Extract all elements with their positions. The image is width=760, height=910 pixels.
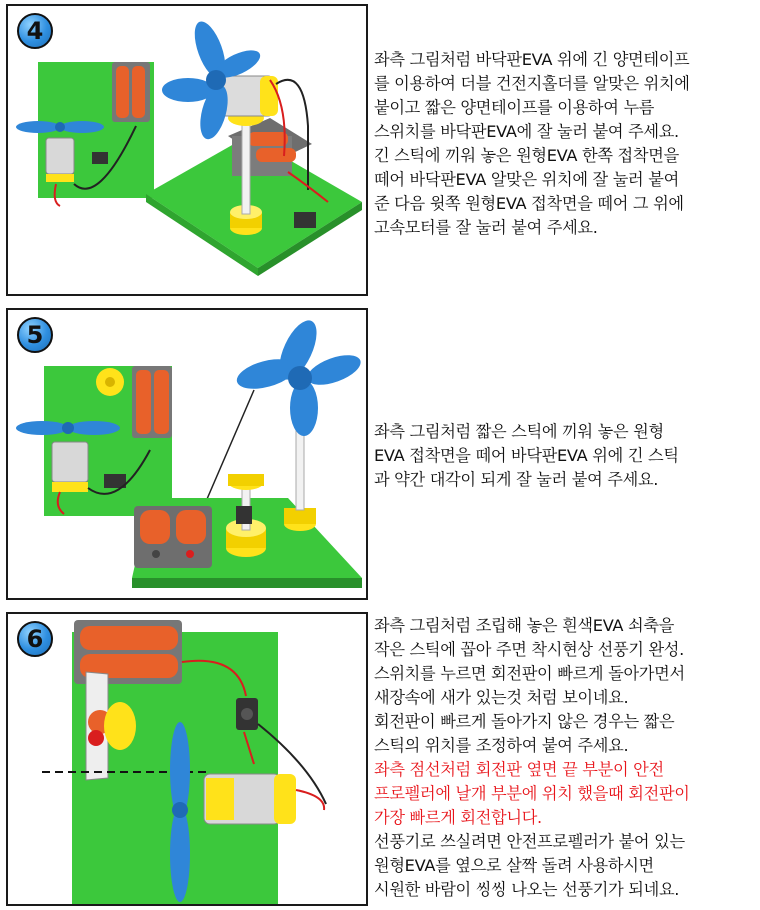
long-stick (242, 122, 250, 214)
instruction-line: 새장속에 새가 있는것 처럼 보이네요. (374, 688, 629, 707)
instruction-line: 시원한 바람이 씽씽 나오는 선풍기가 되네요. (374, 880, 680, 899)
eva-disc (104, 702, 136, 750)
battery (140, 510, 170, 544)
propeller-hub (172, 802, 188, 818)
instruction-line: 스틱의 위치를 조정하여 붙여 주세요. (374, 736, 629, 755)
instruction-line: 작은 스틱에 꼽아 주면 착시현상 선풍기 완성. (374, 640, 684, 659)
step-5-illustration (6, 308, 368, 600)
instruction-line: 스위치를 누르면 회전판이 빠르게 돌아가면서 (374, 664, 685, 683)
instruction-line: 원형EVA를 옆으로 살짝 돌려 사용하시면 (374, 856, 654, 875)
fan-hub (206, 70, 226, 90)
motor-small (52, 442, 88, 482)
push-switch (294, 212, 316, 228)
battery (116, 66, 129, 118)
fan-blade-small (16, 121, 60, 133)
step-4-drawing (8, 6, 368, 296)
instruction-line-highlight: 프로펠러에 날개 부분에 위치 했을때 회전판이 (374, 784, 690, 803)
battery (132, 66, 145, 118)
instruction-line: 긴 스틱에 끼워 놓은 원형EVA 한쪽 접착면을 (374, 146, 679, 165)
fan-hub (288, 366, 312, 390)
step-5-instructions (374, 420, 756, 492)
step-6-instructions (374, 614, 756, 902)
instruction-line: 좌측 그림처럼 바닥판EVA 위에 긴 양면테이프 (374, 50, 690, 69)
step-number-badge: 6 (17, 621, 53, 657)
motor-small (46, 138, 74, 174)
fan-blade-small (16, 421, 68, 435)
battery (256, 148, 296, 162)
instruction-line: 떼어 바닥판EVA 알맞은 위치에 잘 눌러 붙여 (374, 170, 679, 189)
instruction-line: 과 약간 대각이 되게 잘 눌러 붙여 주세요. (374, 470, 659, 489)
fan-blade (304, 349, 365, 391)
fan-blade-small (68, 421, 120, 435)
step-4-instructions (374, 48, 756, 240)
propeller-blade (170, 806, 190, 902)
step-5-drawing (8, 310, 368, 600)
battery (80, 626, 178, 650)
step-6 (0, 610, 760, 910)
switch-small (92, 152, 108, 164)
instruction-line: 를 이용하여 더블 건전지홀더를 알맞은 위치에 (374, 74, 690, 93)
battery (154, 370, 169, 434)
battery (136, 370, 151, 434)
instruction-line: 스위치를 바닥판EVA에 잘 눌러 붙여 주세요. (374, 122, 679, 141)
instruction-line-highlight: 가장 빠르게 회전합니다. (374, 808, 542, 827)
step-4 (0, 0, 760, 300)
push-switch (236, 506, 252, 524)
step-number-badge: 4 (17, 13, 53, 49)
step-number-badge: 5 (17, 317, 53, 353)
instruction-line: 좌측 그림처럼 조립해 놓은 흰색EVA 쇠축을 (374, 616, 675, 635)
battery (248, 132, 288, 146)
battery (176, 510, 206, 544)
fan-blade-small (60, 121, 104, 133)
instruction-line: 붙이고 짧은 양면테이프를 이용하여 누름 (374, 98, 655, 117)
instruction-line: 준 다음 윗쪽 원형EVA 접착면을 떼어 그 위에 (374, 194, 684, 213)
instruction-line: 좌측 그림처럼 짧은 스틱에 끼워 놓은 원형 (374, 422, 664, 441)
instruction-line: 고속모터를 잘 눌러 붙여 주세요. (374, 218, 598, 237)
instruction-line: 회전판이 빠르게 돌아가지 않은 경우는 짧은 (374, 712, 675, 731)
instruction-line: EVA 접착면을 떼어 바닥판EVA 위에 긴 스틱 (374, 446, 679, 465)
instruction-line: 선풍기로 쓰실려면 안전프로펠러가 붙어 있는 (374, 832, 685, 851)
instruction-line-highlight: 좌측 점선처럼 회전판 옆면 끝 부분이 안전 (374, 760, 664, 779)
step-6-drawing (8, 614, 368, 904)
step-4-illustration (6, 4, 368, 296)
step-6-illustration (6, 612, 368, 906)
step-5 (0, 306, 760, 602)
